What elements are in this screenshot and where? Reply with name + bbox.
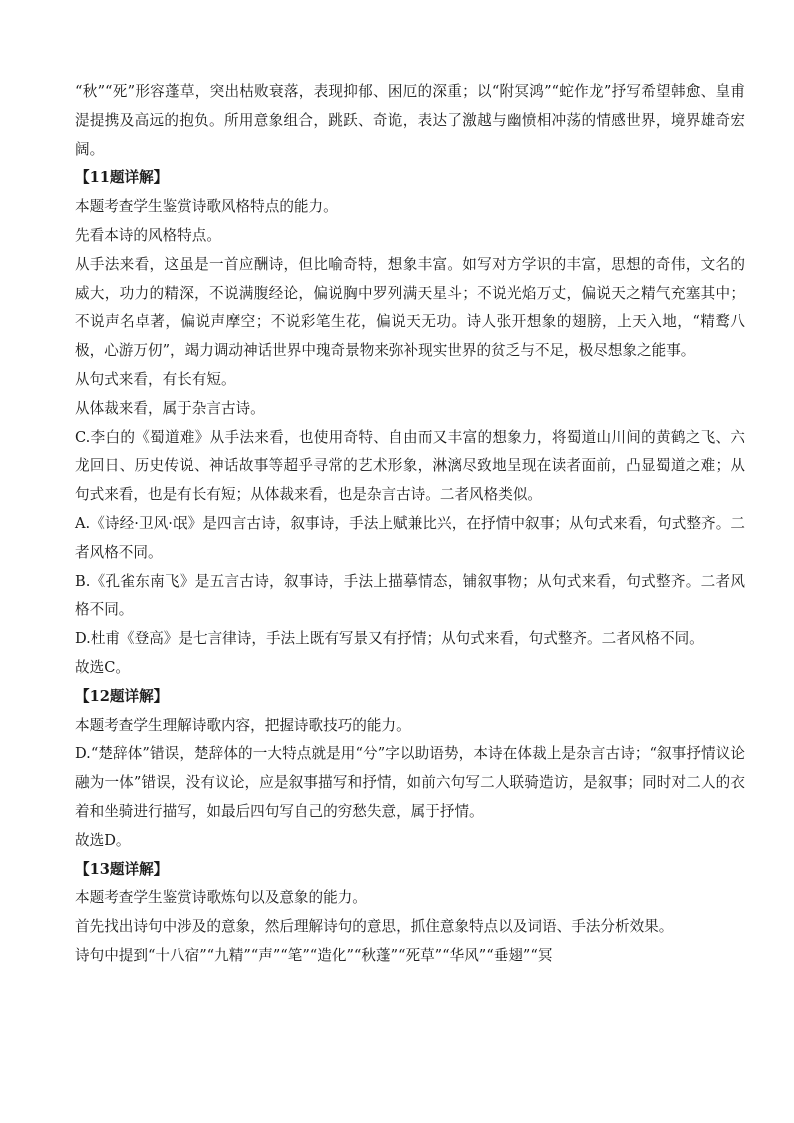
q13-line: 本题考查学生鉴赏诗歌炼句以及意象的能力。 [75, 889, 367, 907]
q12-line: D.“楚辞体”错误，楚辞体的一大特点就是用“兮”字以助语势，本诗在体裁上是杂言古诗；“叙事抒情议论融为一体”错误，没有议论，应是叙事描写和抒情，如前六句写二人联骑造访，是叙事；同时对二人的衣着和坐骑进行描写，如最后四句写自己的穷愁失意，属于抒情。 [75, 745, 745, 820]
q11-heading: 【11题详解】 [75, 169, 169, 187]
q13-heading: 【13题详解】 [75, 860, 169, 878]
q11-line: B.《孔雀东南飞》是五言古诗，叙事诗，手法上描摹情态，铺叙事物；从句式来看，句式整齐。二者风格不同。 [75, 572, 745, 619]
document-page [75, 78, 745, 971]
q11-line: 从手法来看，这虽是一首应酬诗，但比喻奇特，想象丰富。如写对方学识的丰富，思想的奇伟，文名的威大，功力的精深，不说满腹经论，偏说胸中罗列满天星斗；不说光焰万丈，偏说天之精气充塞其中；不说声名卓著，偏说声摩空；不说彩笔生花，偏说天无功。诗人张开想象的翅膀，上天入地，“精鹜八极，心游万仞”，竭力调动神话世界中瑰奇景物来弥补现实世界的贫乏与不足，极尽想象之能事。 [75, 255, 745, 360]
q13-line: 首先找出诗句中涉及的意象，然后理解诗句的意思，抓住意象特点以及词语、手法分析效果。 [75, 918, 674, 936]
q13-line: 诗句中提到“十八宿”“九精”“声”“笔”“造化”“秋蓬”“死草”“华风”“垂翅”“冥 [75, 946, 553, 964]
q11-line: 本题考查学生鉴赏诗歌风格特点的能力。 [75, 198, 338, 216]
q12-heading: 【12题详解】 [75, 687, 169, 705]
q11-line: A.《诗经·卫风·氓》是四言古诗，叙事诗，手法上赋兼比兴，在抒情中叙事；从句式来看，句式整齐。二者风格不同。 [75, 514, 745, 561]
q11-line: D.杜甫《登高》是七言律诗，手法上既有写景又有抒情；从句式来看，句式整齐。二者风格不同。 [75, 630, 704, 648]
q11-line: 从句式来看，有长有短。 [75, 370, 236, 388]
q11-answer: 故选C。 [75, 658, 130, 676]
q11-line: 先看本诗的风格特点。 [75, 226, 221, 244]
q11-line: 从体裁来看，属于杂言古诗。 [75, 399, 265, 417]
q12-answer: 故选D。 [75, 831, 131, 849]
q11-line: C.李白的《蜀道难》从手法来看，也使用奇特、自由而又丰富的想象力，将蜀道山川间的黄鹤之飞、六龙回日、历史传说、神话故事等超乎寻常的艺术形象，淋漓尽致地呈现在读者面前，凸显蜀道之难；从句式来看，也是有长有短；从体裁来看，也是杂言古诗。二者风格类似。 [75, 428, 745, 504]
intro-paragraph: “秋”“死”形容蓬草，突出枯败衰落，表现抑郁、困厄的深重；以“附冥鸿”“蛇作龙”抒写希望韩愈、皇甫湜提携及高远的抱负。所用意象组合，跳跃、奇诡，表达了激越与幽愤相冲荡的情感世界，境界雄奇宏阔。 [75, 83, 745, 158]
q12-line: 本题考查学生理解诗歌内容，把握诗歌技巧的能力。 [75, 716, 411, 734]
